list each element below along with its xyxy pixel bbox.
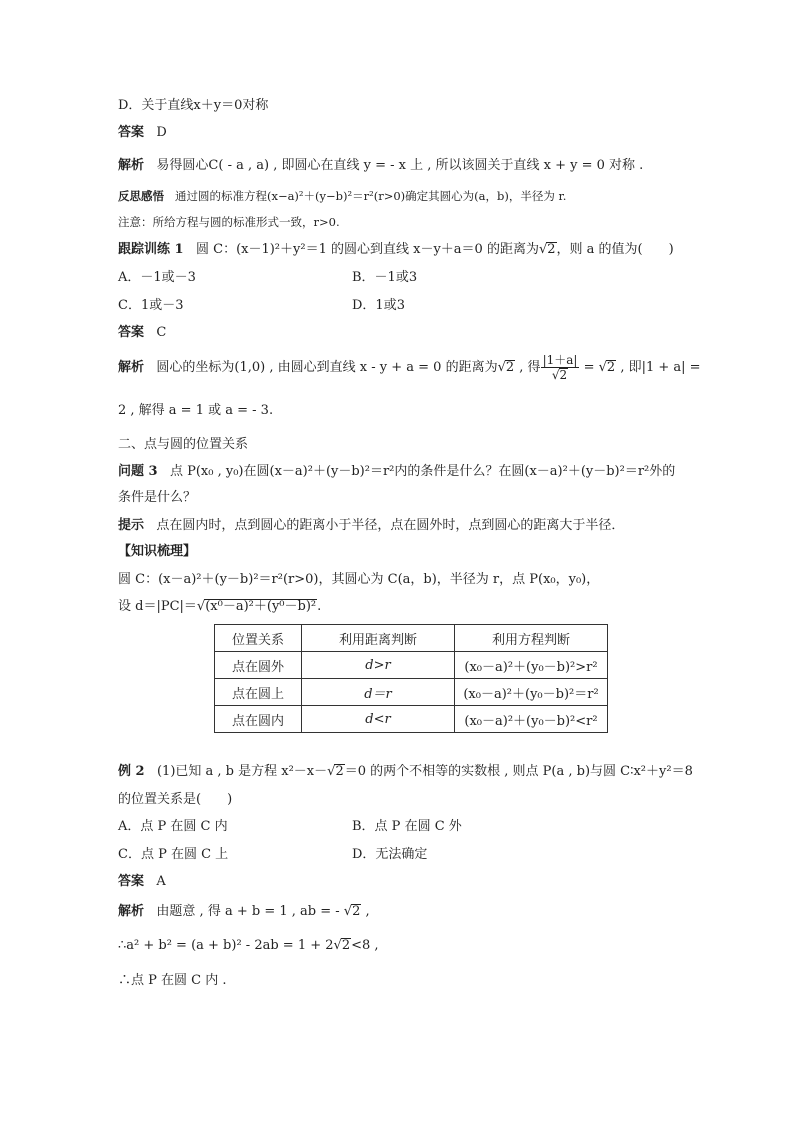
ex-option-d: D．1或3 (352, 298, 405, 313)
analysis-sqrt-1: 2 (505, 360, 515, 375)
answer-3 (118, 873, 166, 891)
analysis-3 (118, 903, 370, 921)
example-sqrt: 2 (335, 764, 344, 779)
table-cell: (x₀－a)²＋(y₀－b)²＝r² (455, 679, 608, 706)
exercise-text-b: ，则 a 的值为( ) (556, 242, 674, 257)
analysis-text-b: , 得 (515, 360, 541, 375)
table-cell: 点在圆内 (215, 706, 302, 733)
question-line-1: 点 P(x₀ , y₀)在圆(x－a)²＋(y－b)²＝r²内的条件是什么？在圆(x－a)²＋(y－b)²＝r²外的 (169, 464, 676, 479)
analysis-3-line3: ∴点 P 在圆 C 内 . (118, 973, 227, 988)
reflection-label: 反思感悟 (118, 189, 164, 203)
question-line-2: 条件是什么？ (118, 490, 197, 505)
hint-label: 提示 (118, 518, 145, 533)
ex2-option-d: D．无法确定 (352, 847, 428, 862)
table-header-row (215, 625, 608, 652)
sqrt-symbol: √ (598, 360, 607, 375)
analysis-label: 解析 (118, 360, 145, 375)
analysis-fraction (541, 353, 580, 382)
note: 注意：所给方程与圆的标准形式一致，r>0. (118, 215, 340, 229)
analysis-label: 解析 (118, 904, 145, 919)
analysis-3-line2 (118, 937, 379, 955)
table-cell: (x₀－a)²＋(y₀－b)²>r² (455, 652, 608, 679)
analysis-line2-b: <8 , (351, 938, 379, 953)
option-d-prev: D．关于直线x＋y＝0对称 (118, 98, 269, 113)
analysis-label: 解析 (118, 158, 145, 173)
fraction-numerator: |1＋a| (542, 353, 578, 367)
example-2 (118, 763, 693, 781)
table-cell: d>r (302, 652, 455, 679)
ex-option-c: C．1或－3 (118, 298, 184, 313)
table-cell: d＝r (302, 679, 455, 706)
analysis-text: 易得圆心C( - a , a) , 即圆心在直线 y = - x 上 , 所以该圆关于直线 x + y = 0 对称 . (156, 158, 644, 173)
knowledge-text-a: 设 d＝|PC|＝ (118, 599, 197, 614)
sqrt-symbol: √ (333, 938, 342, 953)
ex2-option-a: A．点 P 在圆 C 内 (118, 819, 228, 834)
analysis-1 (118, 157, 643, 175)
ex2-option-c: C．点 P 在圆 C 上 (118, 847, 229, 862)
ex-option-b: B．－1或3 (352, 270, 418, 285)
sqrt-symbol: √ (538, 242, 548, 257)
answer-value: A (156, 874, 166, 889)
table-header: 位置关系 (215, 625, 302, 652)
reflection-text: 通过圆的标准方程(x−a)²＋(y−b)²＝r²(r>0)确定其圆心为(a，b)，半径为 r. (174, 189, 567, 203)
position-table (214, 624, 608, 733)
question-3 (118, 463, 675, 481)
hint-text: 点在圆内时，点到圆心的距离小于半径，点在圆外时，点到圆心的距离大于半径． (156, 518, 625, 533)
question-label: 问题 3 (118, 464, 158, 479)
analysis-text-c: = (579, 360, 599, 375)
fraction-denominator: √2 (551, 368, 568, 382)
answer-label: 答案 (118, 325, 145, 340)
example-label: 例 2 (118, 764, 145, 779)
analysis-2 (118, 352, 701, 384)
table-cell: d<r (302, 706, 455, 733)
answer-label: 答案 (118, 125, 145, 140)
exercise-label: 跟踪训练 1 (118, 242, 184, 257)
ex2-option-b: B．点 P 在圆 C 外 (352, 819, 462, 834)
example-text-a: (1)已知 a , b 是方程 x²－x－ (156, 764, 328, 779)
analysis-line2-sqrt: 2 (341, 938, 351, 953)
answer-value: C (156, 325, 167, 340)
hint (118, 517, 624, 535)
table-row (215, 679, 608, 706)
table-row (215, 706, 608, 733)
table-header: 利用距离判断 (302, 625, 455, 652)
analysis-2-line2: 2 , 解得 a = 1 或 a = - 3. (118, 403, 274, 418)
sqrt-symbol: √ (327, 764, 336, 779)
analysis-text-d: , 即|1 + a| = (616, 360, 701, 375)
sqrt-symbol: √ (343, 904, 353, 919)
exercise-1 (118, 241, 674, 259)
section-title: 二、点与圆的位置关系 (118, 437, 249, 452)
table-cell: (x₀－a)²＋(y₀－b)²<r² (455, 706, 608, 733)
sqrt-symbol: √ (497, 360, 506, 375)
analysis-text-a: 圆心的坐标为(1,0) , 由圆心到直线 x - y + a = 0 的距离为 (156, 360, 498, 375)
analysis-sqrt: 2 (352, 904, 361, 919)
fraction-den-sqrt: 2 (559, 368, 568, 382)
reflection (118, 187, 566, 205)
sqrt-symbol: √ (196, 599, 206, 614)
example-text-b: ＝0 的两个不相等的实数根 , 则点 P(a , b)与圆 C∶x²＋y²＝8 (344, 764, 693, 779)
answer-1 (118, 124, 167, 142)
analysis-line2-a: ∴a² + b² = (a + b)² - 2ab = 1 + 2 (118, 938, 334, 953)
table-cell: 点在圆外 (215, 652, 302, 679)
analysis-text-a: 由题意 , 得 a + b = 1 , ab = - (156, 904, 344, 919)
exercise-text-a: 圆 C：(x－1)²＋y²＝1 的圆心到直线 x－y＋a＝0 的距离为 (195, 242, 539, 257)
knowledge-line-2 (118, 598, 321, 616)
knowledge-text-b: . (317, 599, 322, 614)
answer-2 (118, 324, 166, 342)
answer-value: D (156, 125, 167, 140)
table-cell: 点在圆上 (215, 679, 302, 706)
knowledge-label: 【知识梳理】 (118, 544, 197, 559)
analysis-text-b: , (361, 904, 370, 919)
example-line-2: 的位置关系是( ) (118, 792, 233, 807)
table-row (215, 652, 608, 679)
ex-option-a: A．－1或－3 (118, 270, 196, 285)
table-header: 利用方程判断 (455, 625, 608, 652)
knowledge-sqrt: (x⁰－a)²＋(y⁰－b)² (205, 599, 317, 614)
analysis-sqrt-2: 2 (606, 360, 616, 375)
answer-label: 答案 (118, 874, 145, 889)
exercise-sqrt: 2 (547, 242, 556, 257)
knowledge-line-1: 圆 C：(x－a)²＋(y－b)²＝r²(r>0)，其圆心为 C(a，b)，半径为 r，点 P(x₀，y₀)， (118, 572, 600, 587)
